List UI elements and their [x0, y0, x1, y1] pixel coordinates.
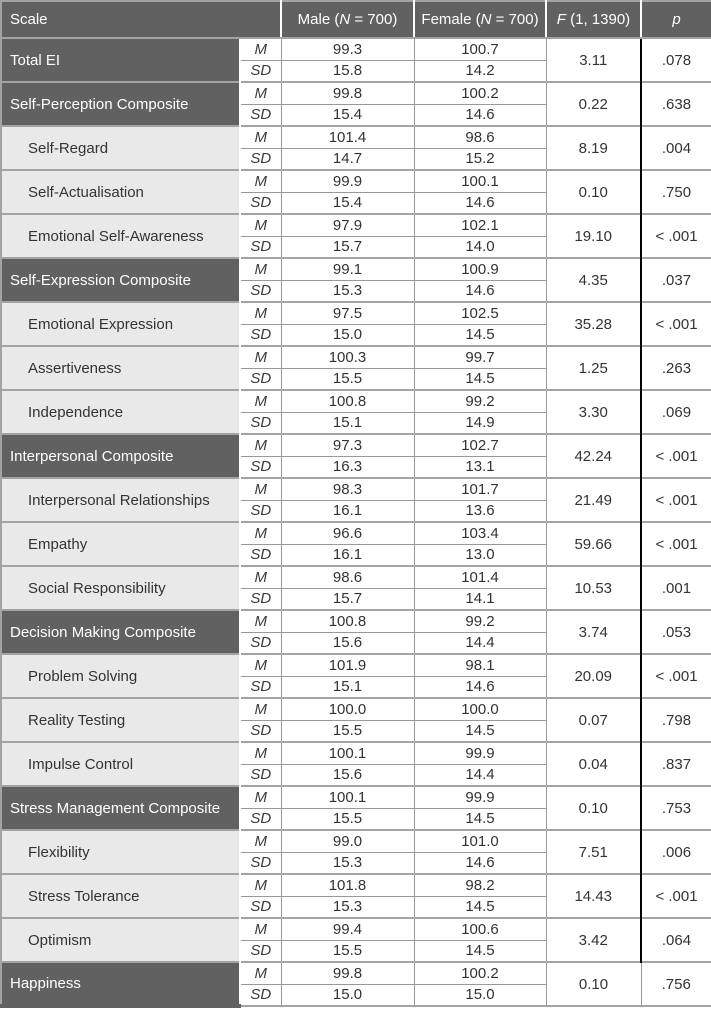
female-sd-value: 13.0 [414, 544, 546, 566]
male-sd-value: 15.7 [281, 236, 414, 258]
female-mean-value: 100.0 [414, 698, 546, 720]
female-mean-value: 99.9 [414, 786, 546, 808]
male-mean-value: 98.6 [281, 566, 414, 588]
male-header-prefix: Male ( [297, 11, 340, 28]
male-mean-value: 100.1 [281, 786, 414, 808]
female-mean-value: 99.7 [414, 346, 546, 368]
male-sd-value: 15.3 [281, 896, 414, 918]
f-statistic-value: 3.11 [546, 38, 641, 82]
scale-name-cell: Interpersonal Relationships [1, 478, 240, 522]
female-mean-value: 99.9 [414, 742, 546, 764]
column-header-scale [1, 1, 281, 38]
female-mean-value: 100.2 [414, 962, 546, 984]
mean-row-label: M [240, 522, 281, 544]
female-sd-value: 14.5 [414, 368, 546, 390]
scale-name-cell: Optimism [1, 918, 240, 962]
p-value: .064 [641, 918, 711, 962]
f-statistic-value: 10.53 [546, 566, 641, 610]
sd-row-label: SD [240, 192, 281, 214]
male-sd-value: 16.3 [281, 456, 414, 478]
male-sd-value: 15.5 [281, 720, 414, 742]
mean-row-label: M [240, 390, 281, 412]
column-header-male [281, 1, 414, 38]
scale-group-mean-row [1, 126, 711, 148]
p-header-letter: p [672, 11, 681, 28]
female-sd-value: 13.6 [414, 500, 546, 522]
f-statistic-value: 59.66 [546, 522, 641, 566]
male-mean-value: 101.4 [281, 126, 414, 148]
scale-group-mean-row [1, 610, 711, 632]
mean-row-label: M [240, 302, 281, 324]
female-sd-value: 13.1 [414, 456, 546, 478]
female-sd-value: 14.0 [414, 236, 546, 258]
female-sd-value: 14.5 [414, 940, 546, 962]
scale-group-mean-row [1, 478, 711, 500]
mean-row-label: M [240, 170, 281, 192]
mean-row-label: M [240, 962, 281, 984]
column-header-p-value [641, 1, 711, 38]
scale-group-mean-row [1, 346, 711, 368]
p-value: < .001 [641, 214, 711, 258]
scale-group-mean-row [1, 38, 711, 60]
male-sd-value: 15.7 [281, 588, 414, 610]
p-value: .756 [641, 962, 711, 1006]
male-mean-value: 98.3 [281, 478, 414, 500]
scale-group-mean-row [1, 830, 711, 852]
f-statistic-value: 3.30 [546, 390, 641, 434]
header-row [1, 1, 711, 38]
scale-name-cell: Total EI [1, 38, 240, 82]
mean-row-label: M [240, 38, 281, 60]
male-sd-value: 15.4 [281, 192, 414, 214]
female-mean-value: 99.2 [414, 390, 546, 412]
male-mean-value: 100.8 [281, 610, 414, 632]
f-statistic-value: 14.43 [546, 874, 641, 918]
scale-group-mean-row [1, 390, 711, 412]
male-header-n: N [339, 11, 351, 28]
male-sd-value: 15.5 [281, 808, 414, 830]
female-mean-value: 101.0 [414, 830, 546, 852]
sd-row-label: SD [240, 984, 281, 1006]
female-sd-value: 15.0 [414, 984, 546, 1006]
male-mean-value: 99.8 [281, 962, 414, 984]
scale-name-cell: Flexibility [1, 830, 240, 874]
f-statistic-value: 7.51 [546, 830, 641, 874]
male-sd-value: 15.0 [281, 324, 414, 346]
scale-name-cell: Self-Expression Composite [1, 258, 240, 302]
female-sd-value: 14.9 [414, 412, 546, 434]
scale-name-cell: Stress Management Composite [1, 786, 240, 830]
column-header-female [414, 1, 546, 38]
male-sd-value: 15.6 [281, 632, 414, 654]
sd-row-label: SD [240, 104, 281, 126]
female-mean-value: 98.1 [414, 654, 546, 676]
scale-header-label: Scale [10, 11, 48, 28]
male-mean-value: 99.8 [281, 82, 414, 104]
mean-row-label: M [240, 126, 281, 148]
f-statistic-value: 8.19 [546, 126, 641, 170]
f-statistic-value: 3.42 [546, 918, 641, 962]
scale-name-cell: Stress Tolerance [1, 874, 240, 918]
f-statistic-value: 0.10 [546, 170, 641, 214]
female-mean-value: 100.9 [414, 258, 546, 280]
male-mean-value: 99.4 [281, 918, 414, 940]
male-sd-value: 15.3 [281, 280, 414, 302]
f-statistic-value: 35.28 [546, 302, 641, 346]
mean-row-label: M [240, 566, 281, 588]
scale-name-cell: Self-Regard [1, 126, 240, 170]
female-mean-value: 102.7 [414, 434, 546, 456]
male-mean-value: 97.9 [281, 214, 414, 236]
p-value: .053 [641, 610, 711, 654]
f-statistic-value: 0.10 [546, 786, 641, 830]
f-statistic-value: 42.24 [546, 434, 641, 478]
male-mean-value: 99.1 [281, 258, 414, 280]
male-mean-value: 101.9 [281, 654, 414, 676]
sd-row-label: SD [240, 412, 281, 434]
p-value: .006 [641, 830, 711, 874]
scale-name-cell: Interpersonal Composite [1, 434, 240, 478]
sd-row-label: SD [240, 588, 281, 610]
female-sd-value: 14.4 [414, 764, 546, 786]
male-sd-value: 15.6 [281, 764, 414, 786]
female-sd-value: 14.6 [414, 192, 546, 214]
mean-row-label: M [240, 478, 281, 500]
p-value: .001 [641, 566, 711, 610]
female-mean-value: 101.4 [414, 566, 546, 588]
female-mean-value: 102.1 [414, 214, 546, 236]
f-statistic-value: 19.10 [546, 214, 641, 258]
f-statistic-value: 20.09 [546, 654, 641, 698]
mean-row-label: M [240, 918, 281, 940]
sd-row-label: SD [240, 764, 281, 786]
mean-row-label: M [240, 654, 281, 676]
sd-row-label: SD [240, 720, 281, 742]
scale-group-mean-row [1, 874, 711, 896]
scale-name-cell: Reality Testing [1, 698, 240, 742]
male-header-suffix: = 700) [350, 11, 398, 28]
female-sd-value: 14.5 [414, 896, 546, 918]
female-sd-value: 14.6 [414, 852, 546, 874]
male-sd-value: 15.0 [281, 984, 414, 1006]
sd-row-label: SD [240, 632, 281, 654]
sd-row-label: SD [240, 60, 281, 82]
female-mean-value: 102.5 [414, 302, 546, 324]
mean-row-label: M [240, 214, 281, 236]
scale-name-cell: Social Responsibility [1, 566, 240, 610]
scale-group-mean-row [1, 566, 711, 588]
female-sd-value: 14.2 [414, 60, 546, 82]
sd-row-label: SD [240, 852, 281, 874]
male-sd-value: 15.8 [281, 60, 414, 82]
female-mean-value: 100.7 [414, 38, 546, 60]
p-value: .004 [641, 126, 711, 170]
female-mean-value: 100.1 [414, 170, 546, 192]
p-value: .078 [641, 38, 711, 82]
male-mean-value: 101.8 [281, 874, 414, 896]
scale-group-mean-row [1, 214, 711, 236]
female-sd-value: 14.6 [414, 104, 546, 126]
sd-row-label: SD [240, 324, 281, 346]
male-mean-value: 100.8 [281, 390, 414, 412]
f-header-df: (1, 1390) [565, 11, 631, 28]
male-mean-value: 100.0 [281, 698, 414, 720]
f-statistic-value: 0.22 [546, 82, 641, 126]
male-mean-value: 99.9 [281, 170, 414, 192]
scale-group-mean-row [1, 698, 711, 720]
mean-row-label: M [240, 434, 281, 456]
male-sd-value: 15.5 [281, 368, 414, 390]
f-statistic-value: 21.49 [546, 478, 641, 522]
table-header [1, 1, 711, 38]
sd-row-label: SD [240, 368, 281, 390]
mean-row-label: M [240, 786, 281, 808]
scale-name-cell: Self-Perception Composite [1, 82, 240, 126]
column-header-f-statistic [546, 1, 641, 38]
mean-row-label: M [240, 874, 281, 896]
female-header-n: N [480, 11, 492, 28]
p-value: .750 [641, 170, 711, 214]
scale-name-cell: Problem Solving [1, 654, 240, 698]
scale-name-cell: Emotional Self-Awareness [1, 214, 240, 258]
p-value: .037 [641, 258, 711, 302]
scale-group-mean-row [1, 302, 711, 324]
male-sd-value: 16.1 [281, 544, 414, 566]
f-statistic-value: 0.07 [546, 698, 641, 742]
f-statistic-value: 0.04 [546, 742, 641, 786]
female-sd-value: 14.5 [414, 324, 546, 346]
f-statistic-value: 4.35 [546, 258, 641, 302]
sd-row-label: SD [240, 896, 281, 918]
mean-row-label: M [240, 346, 281, 368]
sd-row-label: SD [240, 456, 281, 478]
female-sd-value: 14.5 [414, 720, 546, 742]
scale-group-mean-row [1, 654, 711, 676]
female-sd-value: 14.5 [414, 808, 546, 830]
female-mean-value: 100.2 [414, 82, 546, 104]
female-mean-value: 101.7 [414, 478, 546, 500]
scale-group-mean-row [1, 962, 711, 984]
scale-group-mean-row [1, 786, 711, 808]
male-mean-value: 100.1 [281, 742, 414, 764]
male-sd-value: 14.7 [281, 148, 414, 170]
p-value: < .001 [641, 302, 711, 346]
sd-row-label: SD [240, 676, 281, 698]
p-value: < .001 [641, 478, 711, 522]
scale-group-mean-row [1, 918, 711, 940]
mean-row-label: M [240, 830, 281, 852]
scale-group-mean-row [1, 742, 711, 764]
scale-name-cell: Assertiveness [1, 346, 240, 390]
sd-row-label: SD [240, 148, 281, 170]
f-statistic-value: 0.10 [546, 962, 641, 1006]
male-mean-value: 99.3 [281, 38, 414, 60]
male-mean-value: 97.3 [281, 434, 414, 456]
scale-name-cell: Empathy [1, 522, 240, 566]
female-sd-value: 15.2 [414, 148, 546, 170]
female-mean-value: 98.6 [414, 126, 546, 148]
female-sd-value: 14.1 [414, 588, 546, 610]
mean-row-label: M [240, 258, 281, 280]
sd-row-label: SD [240, 500, 281, 522]
male-mean-value: 100.3 [281, 346, 414, 368]
p-value: < .001 [641, 874, 711, 918]
male-mean-value: 97.5 [281, 302, 414, 324]
female-sd-value: 14.6 [414, 280, 546, 302]
mean-row-label: M [240, 742, 281, 764]
mean-row-label: M [240, 82, 281, 104]
male-sd-value: 15.5 [281, 940, 414, 962]
f-statistic-value: 1.25 [546, 346, 641, 390]
p-value: .638 [641, 82, 711, 126]
scale-group-mean-row [1, 522, 711, 544]
scale-name-cell: Impulse Control [1, 742, 240, 786]
female-header-prefix: Female ( [421, 11, 481, 28]
scale-group-mean-row [1, 170, 711, 192]
female-mean-value: 99.2 [414, 610, 546, 632]
scale-name-cell: Happiness [1, 962, 240, 1006]
f-header-letter: F [556, 11, 566, 28]
sd-row-label: SD [240, 280, 281, 302]
female-sd-value: 14.6 [414, 676, 546, 698]
scale-name-cell: Emotional Expression [1, 302, 240, 346]
p-value: .069 [641, 390, 711, 434]
p-value: < .001 [641, 434, 711, 478]
male-sd-value: 15.1 [281, 676, 414, 698]
p-value: .263 [641, 346, 711, 390]
f-statistic-value: 3.74 [546, 610, 641, 654]
scale-group-mean-row [1, 82, 711, 104]
female-header-suffix: = 700) [491, 11, 539, 28]
p-value: < .001 [641, 654, 711, 698]
female-mean-value: 98.2 [414, 874, 546, 896]
sd-row-label: SD [240, 544, 281, 566]
male-mean-value: 96.6 [281, 522, 414, 544]
p-value: .798 [641, 698, 711, 742]
p-value: .837 [641, 742, 711, 786]
scale-group-mean-row [1, 258, 711, 280]
male-mean-value: 99.0 [281, 830, 414, 852]
sd-row-label: SD [240, 940, 281, 962]
female-mean-value: 103.4 [414, 522, 546, 544]
sd-row-label: SD [240, 808, 281, 830]
table-body [1, 38, 711, 1006]
female-sd-value: 14.4 [414, 632, 546, 654]
male-sd-value: 16.1 [281, 500, 414, 522]
male-sd-value: 15.4 [281, 104, 414, 126]
male-sd-value: 15.1 [281, 412, 414, 434]
scale-name-cell: Independence [1, 390, 240, 434]
mean-row-label: M [240, 610, 281, 632]
p-value: .753 [641, 786, 711, 830]
p-value: < .001 [641, 522, 711, 566]
female-mean-value: 100.6 [414, 918, 546, 940]
scale-name-cell: Decision Making Composite [1, 610, 240, 654]
scale-name-cell: Self-Actualisation [1, 170, 240, 214]
sd-row-label: SD [240, 236, 281, 258]
scale-group-mean-row [1, 434, 711, 456]
male-sd-value: 15.3 [281, 852, 414, 874]
mean-row-label: M [240, 698, 281, 720]
